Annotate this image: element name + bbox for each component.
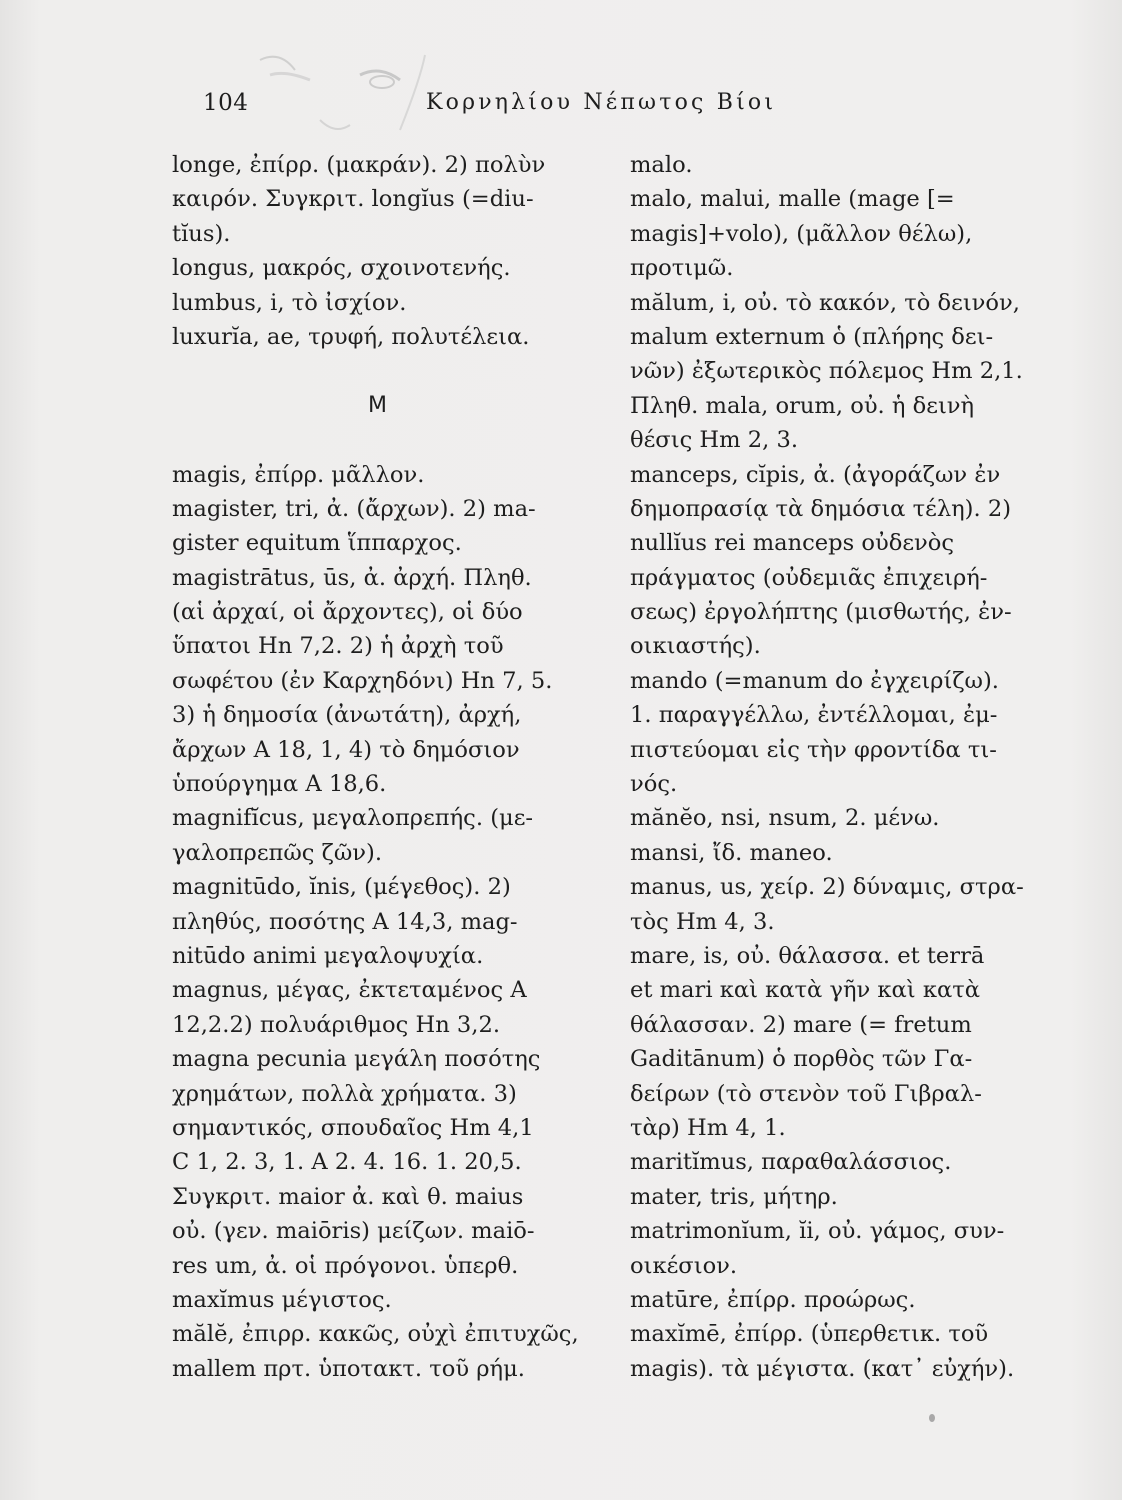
entry-line: malo. xyxy=(630,152,693,178)
entry-line: οικιαστής). xyxy=(630,633,761,660)
entry-line: magna pecunia μεγάλη ποσότης xyxy=(172,1046,541,1073)
spacer xyxy=(172,423,602,457)
entry-line: οικέσιον. xyxy=(630,1252,738,1279)
entry-line: maxĭmē, ἐπίρρ. (ὑπερθετικ. τοῦ xyxy=(630,1321,989,1348)
entry-line: nullĭus rei manceps οὐδενὸς xyxy=(630,530,955,557)
entry-line: mallem πρτ. ὑποτακτ. τοῦ ρήμ. xyxy=(172,1355,525,1382)
entry-line: 1. παραγγέλλω, ἐντέλλομαι, ἐμ- xyxy=(630,702,998,729)
entry-line: maxĭmus μέγιστος. xyxy=(172,1286,392,1313)
entry-line: θέσις Hm 2, 3. xyxy=(630,427,799,454)
entry-line: Gaditānum) ὁ πορθὸς τῶν Γα- xyxy=(630,1046,973,1073)
ink-speck xyxy=(929,1414,935,1422)
entry-line: magis). τὰ μέγιστα. (κατ᾽ εὐχήν). xyxy=(630,1355,1015,1382)
entry-line: τὸς Hm 4, 3. xyxy=(630,908,775,935)
entry-line: ὑπούργημα A 18,6. xyxy=(172,771,387,798)
entry-line: magis, ἐπίρρ. μᾶλλον. xyxy=(172,461,425,488)
right-column xyxy=(630,148,1070,1386)
entry-line: ἄρχων A 18, 1, 4) τὸ δημόσιον xyxy=(172,736,520,763)
entry-line: δημοπρασίᾳ τὰ δημόσια τέλη). 2) xyxy=(630,495,1012,522)
entry-line: magnus, μέγας, ἐκτεταμένος A xyxy=(172,977,527,1004)
entry-line: magister, tri, ἀ. (ἄρχων). 2) ma- xyxy=(172,495,536,522)
entry-line: πράγματος (οὐδεμιᾶς ἐπιχειρή- xyxy=(630,564,988,591)
entry-line: γαλοπρεπῶς ζῶν). xyxy=(172,839,383,866)
entry-line: καιρόν. Συγκριτ. longĭus (=diu- xyxy=(172,186,534,213)
entry-line: manceps, cĭpis, ἀ. (ἀγοράζων ἐν xyxy=(630,461,1001,488)
entry-line: σεως) ἐργολήπτης (μισθωτής, ἐν- xyxy=(630,599,1012,626)
entry-line: malo, malui, malle (mage [= xyxy=(630,186,955,213)
entry-line: C 1, 2. 3, 1. A 2. 4. 16. 1. 20,5. xyxy=(172,1149,522,1176)
entry-line: 3) ἡ δημοσία (ἀνωτάτη), ἀρχή, xyxy=(172,702,522,729)
entry-line: magnitūdo, ĭnis, (μέγεθος). 2) xyxy=(172,874,511,901)
entry-line: πιστεύομαι εἰς τὴν φροντίδα τι- xyxy=(630,736,997,763)
entry-line: magnifĭcus, μεγαλοπρεπής. (με- xyxy=(172,805,534,832)
entry-line: et mari καὶ κατὰ γῆν καὶ κατὰ xyxy=(630,977,980,1004)
entry-line: mănĕo, nsi, nsum, 2. μένω. xyxy=(630,805,940,832)
entry-line: mando (=manum do ἐγχειρίζω). xyxy=(630,667,999,694)
entry-line: gister equitum ἵππαρχος. xyxy=(172,530,462,557)
entry-line: maritĭmus, παραθαλάσσιος. xyxy=(630,1149,952,1176)
entry-line: mare, is, οὐ. θάλασσα. et terrā xyxy=(630,942,985,969)
entry-line: τὰρ) Hm 4, 1. xyxy=(630,1114,786,1141)
entry-line: σημαντικός, σπουδαῖος Hm 4,1 xyxy=(172,1114,534,1141)
entry-line: res um, ἀ. οἱ πρόγονοι. ὑπερθ. xyxy=(172,1252,519,1279)
running-header xyxy=(0,88,1122,128)
entry-line: Συγκριτ. maior ἀ. καὶ θ. maius xyxy=(172,1183,524,1210)
entry-line: 12,2.2) πολυάριθμος Hn 3,2. xyxy=(172,1011,501,1038)
entry-line: mălum, i, οὐ. τὸ κακόν, τὸ δεινόν, xyxy=(630,289,1020,316)
entry-line: longe, ἐπίρρ. (μακράν). 2) πολὺν xyxy=(172,152,546,178)
entry-line: ὕπατοι Hn 7,2. 2) ἡ ἀρχὴ τοῦ xyxy=(172,633,504,660)
left-column xyxy=(172,148,602,1386)
section-letter: M xyxy=(368,392,387,418)
entry-line: δείρων (τὸ στενὸν τοῦ Γιβραλ- xyxy=(630,1080,982,1107)
running-title: Κορνηλίου Νέπωτος Βίοι xyxy=(426,90,777,115)
entry-line: manus, us, χείρ. 2) δύναμις, στρα- xyxy=(630,874,1024,901)
entry-line: οὐ. (γεν. maiōris) μείζων. maiō- xyxy=(172,1218,535,1245)
entry-line: mansi, ἴδ. maneo. xyxy=(630,839,833,866)
entry-line: matrimonĭum, ĭi, οὐ. γάμος, συν- xyxy=(630,1218,1005,1245)
entry-line: προτιμῶ. xyxy=(630,255,734,282)
entry-line: Πληθ. mala, orum, οὐ. ἡ δεινὴ xyxy=(630,392,975,419)
entry-line: tĭus). xyxy=(172,220,231,247)
entry-line: luxurĭa, ae, τρυφή, πολυτέλεια. xyxy=(172,323,530,350)
entry-line: nitūdo animi μεγαλοψυχία. xyxy=(172,942,484,969)
spacer xyxy=(172,354,602,388)
entry-line: magistrātus, ūs, ἀ. ἀρχή. Πληθ. xyxy=(172,564,532,591)
page-number: 104 xyxy=(203,90,249,116)
entry-line: lumbus, i, τὸ ἰσχίον. xyxy=(172,289,407,316)
entry-line: mălĕ, ἐπιρρ. κακῶς, οὐχὶ ἐπιτυχῶς, xyxy=(172,1321,579,1348)
entry-line: (αἱ ἀρχαί, οἱ ἄρχοντες), οἱ δύο xyxy=(172,599,523,626)
entry-line: malum externum ὁ (πλήρης δει- xyxy=(630,323,994,350)
entry-line: magis]+volo), (μᾶλλον θέλω), xyxy=(630,220,973,247)
entry-line: matūre, ἐπίρρ. προώρως. xyxy=(630,1286,916,1313)
entry-line: νῶν) ἐξωτερικὸς πόλεμος Hm 2,1. xyxy=(630,358,1023,385)
entry-line: νός. xyxy=(630,771,678,798)
entry-line: mater, tris, μήτηρ. xyxy=(630,1183,838,1210)
entry-line: σωφέτου (ἐν Καρχηδόνι) Hn 7, 5. xyxy=(172,667,553,694)
entry-line: θάλασσαν. 2) mare (= fretum xyxy=(630,1011,972,1038)
entry-line: πληθύς, ποσότης A 14,3, mag- xyxy=(172,908,518,935)
entry-line: χρημάτων, πολλὰ χρήματα. 3) xyxy=(172,1080,517,1107)
entry-line: longus, μακρός, σχοινοτενής. xyxy=(172,255,511,282)
